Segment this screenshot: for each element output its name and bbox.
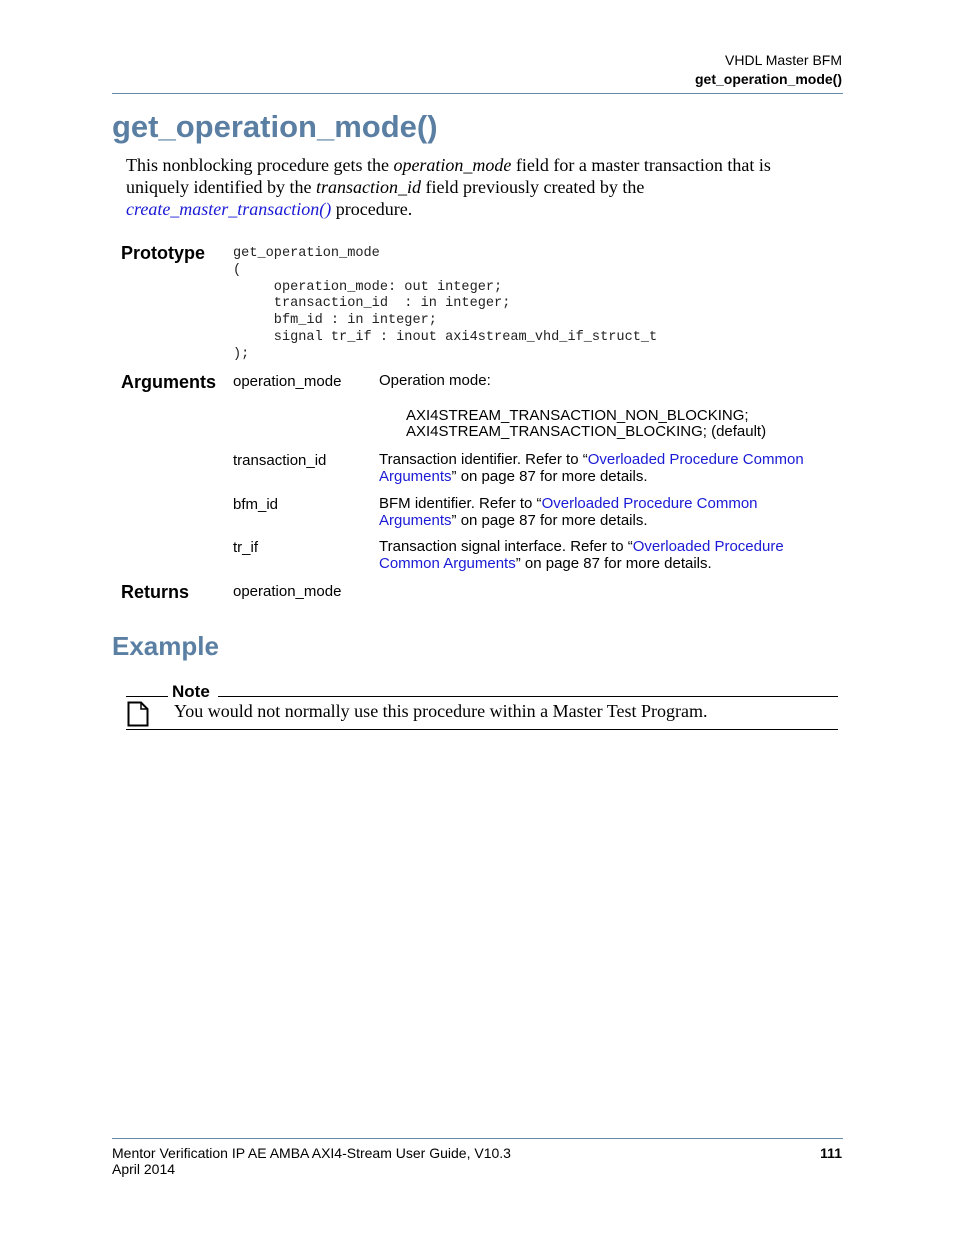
page-number: 111 <box>820 1145 842 1161</box>
arg-desc-operation-mode: Operation mode: <box>379 372 491 389</box>
note-text: You would not normally use this procedure within a Master Test Program. <box>174 701 708 721</box>
intro-field-transaction-id: transaction_id <box>315 177 421 197</box>
arg-desc-pre: BFM identifier. Refer to “ <box>379 495 542 512</box>
arg-desc-pre: Transaction signal interface. Refer to “ <box>379 538 633 555</box>
intro-text-4: procedure. <box>331 199 413 219</box>
arg-desc-post: ” on page 87 for more details. <box>451 511 648 529</box>
example-heading: Example <box>112 631 219 661</box>
returns-value: operation_mode <box>233 583 342 600</box>
footer-doc-title: Mentor Verification IP AE AMBA AXI4-Stream User Guide, V10.3 <box>112 1145 511 1161</box>
arg-name-tr-if: tr_if <box>233 539 259 556</box>
footer-date: April 2014 <box>112 1161 176 1177</box>
arg-desc-bfm-id <box>379 496 799 529</box>
intro-text-2: field for a master transaction that is uniquely identified by the <box>126 155 771 197</box>
prototype-label: Prototype <box>121 243 206 263</box>
returns-label: Returns <box>121 582 190 602</box>
intro-text-3: field previously created by the <box>420 177 645 197</box>
header-function: get_operation_mode() <box>694 71 842 87</box>
header-section: VHDL Master BFM <box>725 52 842 68</box>
note-rule-bottom <box>126 729 838 730</box>
overloaded-args-link[interactable]: Overloaded Procedure Common Arguments <box>379 495 758 529</box>
arguments-label: Arguments <box>121 372 217 392</box>
note-label: Note <box>172 682 210 701</box>
page-title: get_operation_mode() <box>112 109 438 144</box>
intro-field-operation-mode: operation_mode <box>393 155 512 175</box>
intro-paragraph <box>126 154 826 220</box>
arg-desc-transaction-id <box>379 452 839 485</box>
overloaded-args-link[interactable]: Overloaded Procedure Common Arguments <box>379 538 784 572</box>
arg-desc-pre: Transaction identifier. Refer to “ <box>379 451 588 468</box>
arg-name-transaction-id: transaction_id <box>233 452 327 469</box>
arg-desc-post: ” on page 87 for more details. <box>515 554 712 572</box>
arg-desc-post: ” on page 87 for more details. <box>451 467 648 485</box>
header-divider <box>112 93 843 94</box>
arg-name-bfm-id: bfm_id <box>233 496 279 513</box>
note-rule-right <box>218 696 838 697</box>
intro-text-1: This nonblocking procedure gets the <box>126 155 394 175</box>
create-master-transaction-link[interactable]: create_master_transaction() <box>126 199 332 219</box>
overloaded-args-link[interactable]: Overloaded Procedure Common Arguments <box>379 451 804 485</box>
arg-value-non-blocking: AXI4STREAM_TRANSACTION_NON_BLOCKING; <box>406 407 749 424</box>
arg-desc-tr-if <box>379 539 819 572</box>
note-rule-left <box>126 696 168 697</box>
arg-name-operation-mode: operation_mode <box>233 373 342 390</box>
arg-value-blocking: AXI4STREAM_TRANSACTION_BLOCKING; (default) <box>406 423 767 440</box>
note-page-icon <box>127 701 149 732</box>
prototype-code: get_operation_mode ( operation_mode: out integer; transaction_id : in integer; bfm_id : in integer; signal tr_if : inout axi4stream_vhd_if_struct_t ); <box>233 246 658 362</box>
footer-divider <box>112 1138 843 1139</box>
